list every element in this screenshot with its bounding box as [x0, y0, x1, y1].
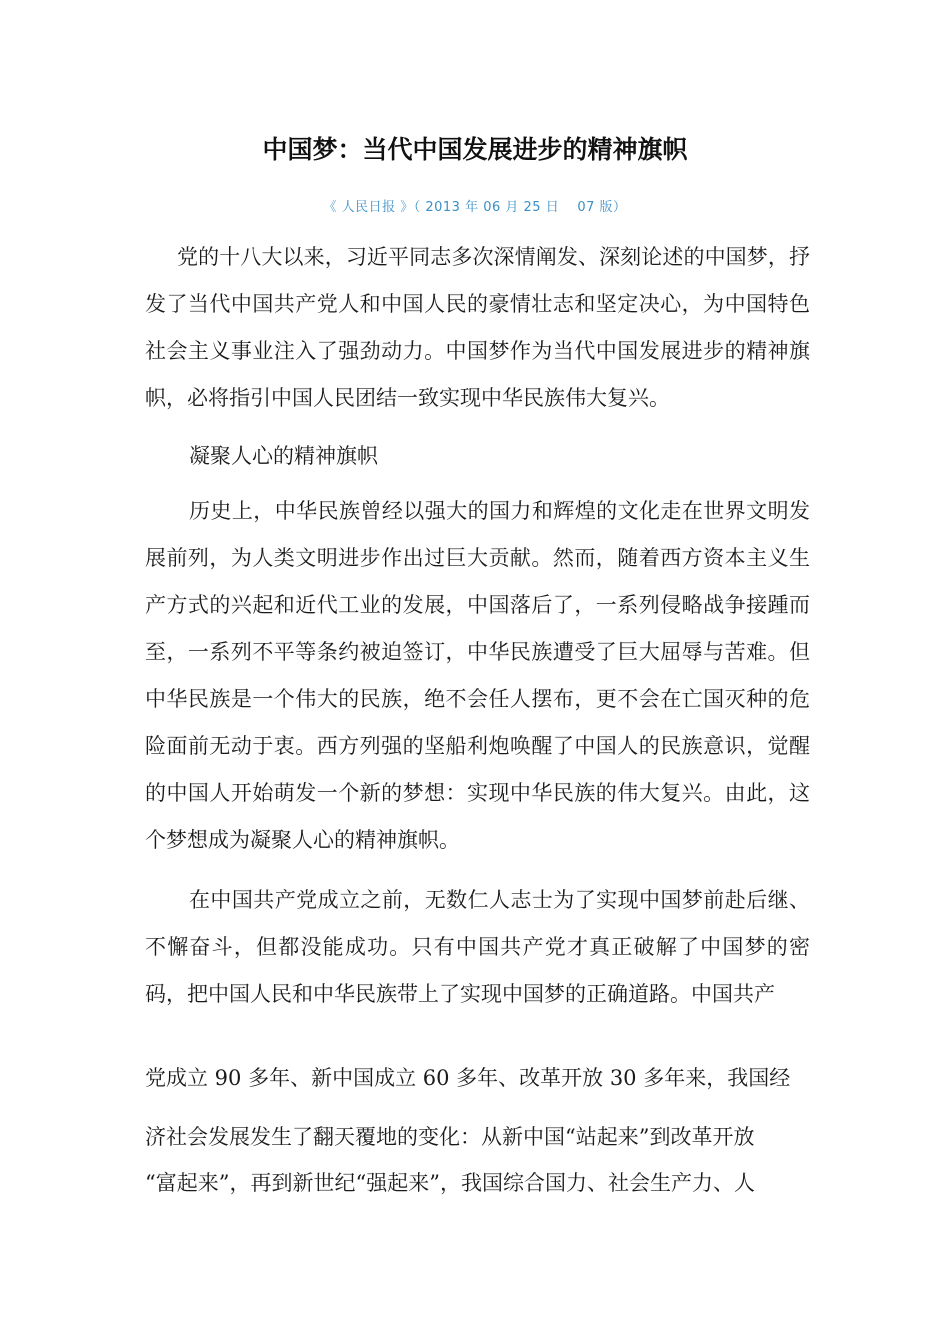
continuation-line: “富起来”，再到新世纪“强起来”，我国综合国力、社会生产力、人 — [145, 1171, 755, 1195]
paragraph-party: 在中国共产党成立之前，无数仁人志士为了实现中国梦前赴后继、不懈奋斗，但都没能成功。只有中国共产党才真正破解了中国梦的密码，把中国人民和中华民族带上了实现中国梦的正确道路。中国共产 — [145, 888, 810, 1006]
paragraph-history: 历史上，中华民族曾经以强大的国力和辉煌的文化走在世界文明发展前列，为人类文明进步作出过巨大贡献。然而，随着西方资本主义生产方式的兴起和近代工业的发展，中国落后了，一系列侵略战争接踵而至，一系列不平等条约被迫签订，中华民族遭受了巨大屈辱与苦难。但中华民族是一个伟大的民族，绝不会任人摆布，更不会在亡国灭种的危险面前无动于衷。西方列强的坚船利炮唤醒了中国人的民族意识，觉醒的中国人开始萌发一个新的梦想：实现中华民族的伟大复兴。由此，这个梦想成为凝聚人心的精神旗帜。 — [145, 499, 810, 852]
article-source: 《 人民日报 》（ 2013 年 06 月 25 日 07 版） — [323, 200, 627, 215]
article-title: 中国梦：当代中国发展进步的精神旗帜 — [262, 135, 688, 164]
section-heading: 凝聚人心的精神旗帜 — [189, 444, 378, 468]
continuation-line: 济社会发展发生了翻天覆地的变化：从新中国“站起来”到改革开放 — [145, 1125, 755, 1149]
continuation-line: 党成立 90 多年、新中国成立 60 多年、改革开放 30 多年来，我国经 — [145, 1066, 791, 1090]
paragraph-intro: 党的十八大以来，习近平同志多次深情阐发、深刻论述的中国梦，抒发了当代中国共产党人和中国人民的豪情壮志和坚定决心，为中国特色社会主义事业注入了强劲动力。中国梦作为当代中国发展进步的精神旗帜，必将指引中国人民团结一致实现中华民族伟大复兴。 — [145, 245, 810, 410]
